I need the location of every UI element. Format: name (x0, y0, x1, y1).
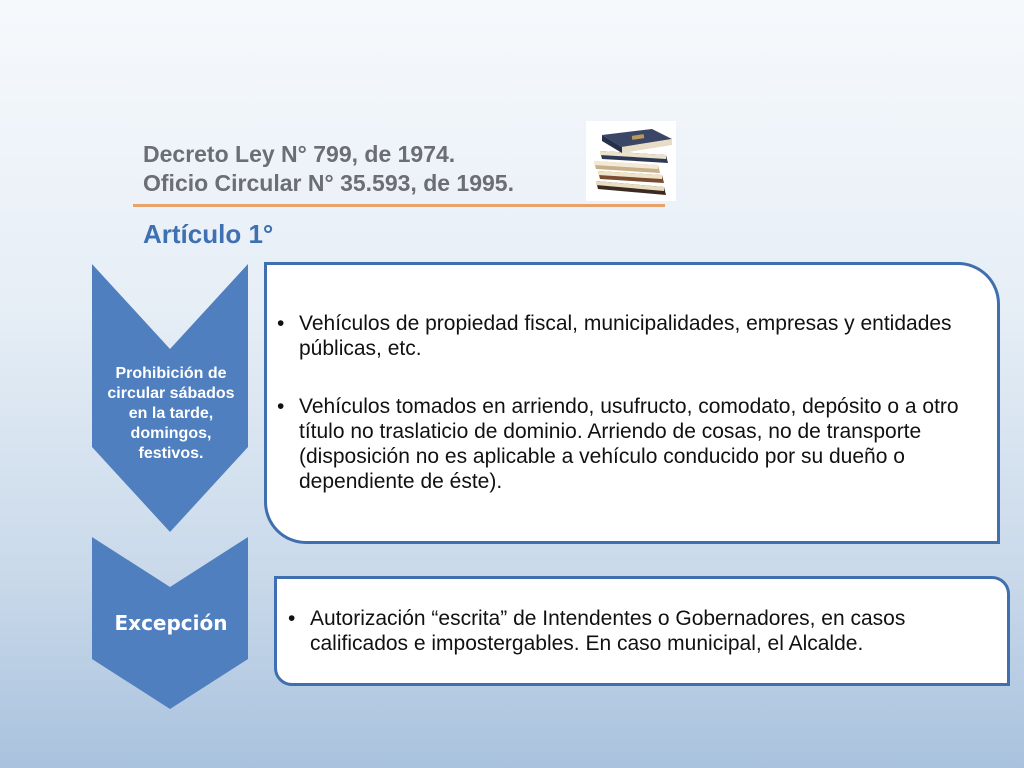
list-item: • Vehículos de propiedad fiscal, municipalidades, empresas y entidades públicas, etc. (277, 311, 977, 361)
prohibition-bullet-list (277, 311, 977, 494)
exception-bullet-list (288, 606, 1000, 656)
title-divider (133, 204, 665, 207)
exception-label: Excepción (114, 611, 228, 635)
list-item: • Autorización “escrita” de Intendentes o Gobernadores, en casos calificados e impostergables. En caso municipal, el Alcalde. (288, 606, 1000, 656)
list-item: • Vehículos tomados en arriendo, usufructo, comodato, depósito o a otro título no traslaticio de dominio. Arriendo de cosas, no de transporte (disposición no es aplicable a vehículo conducido por su dueño o dependiente de éste). (277, 394, 977, 494)
circular-title: Oficio Circular N° 35.593, de 1995. (143, 170, 514, 196)
books-icon (586, 121, 676, 201)
article-heading: Artículo 1° (143, 219, 274, 249)
decree-title: Decreto Ley N° 799, de 1974. (143, 141, 456, 167)
prohibition-label: Prohibición de circular sábados en la tarde, domingos, festivos. (107, 365, 235, 462)
